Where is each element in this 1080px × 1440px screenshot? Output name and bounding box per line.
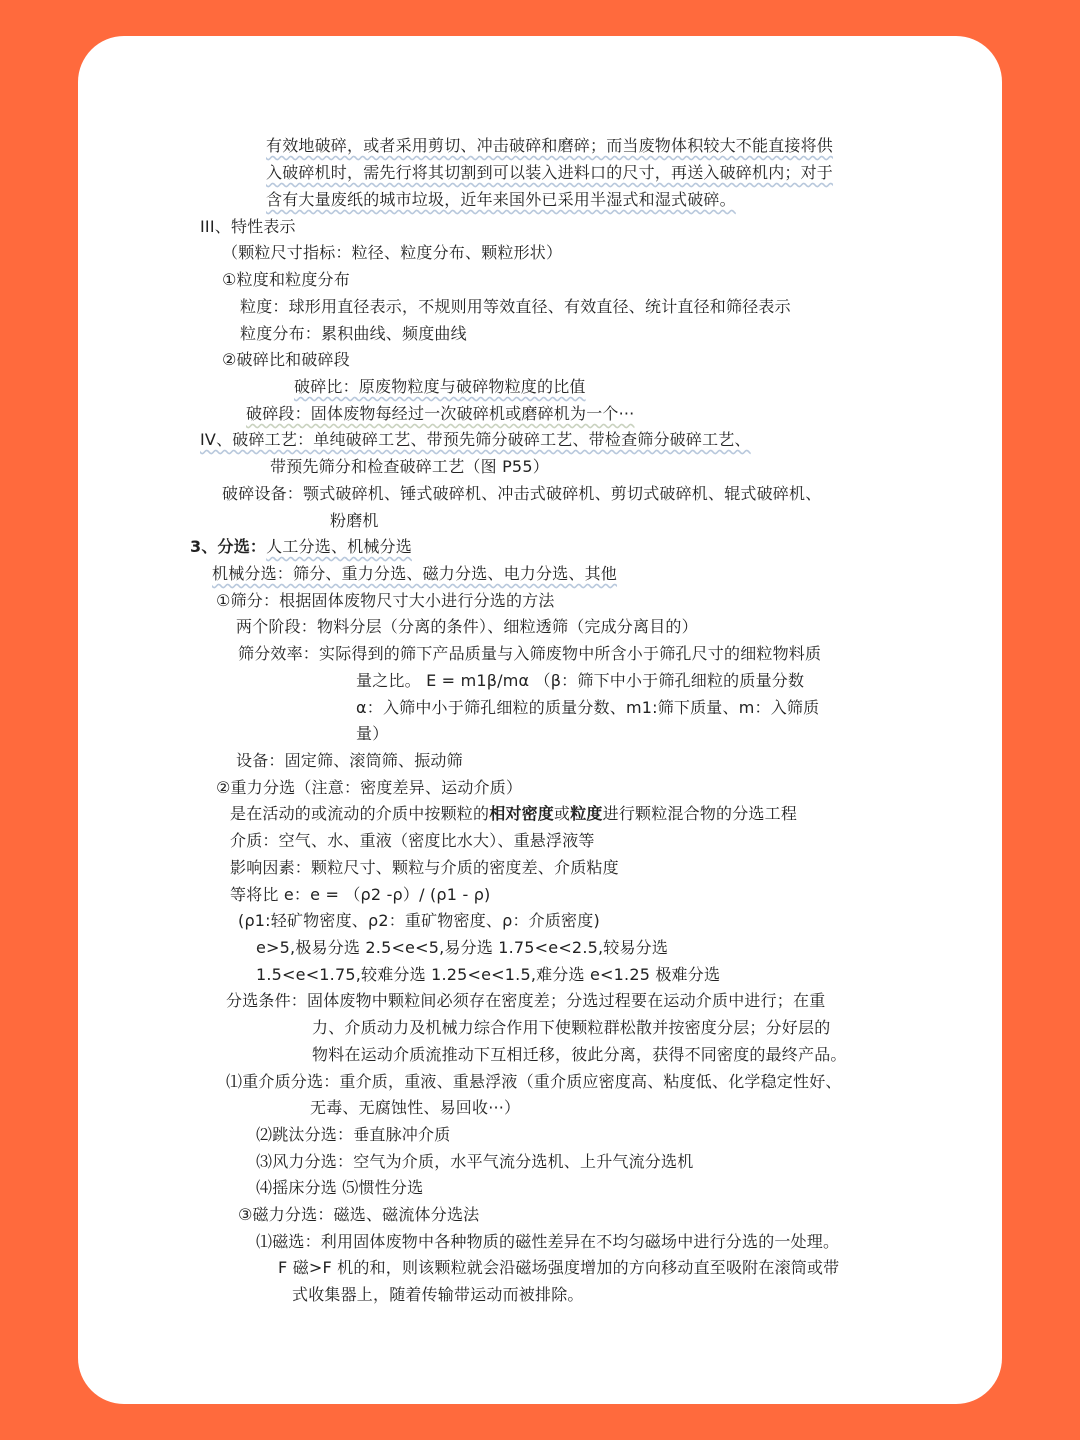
text-line: 两个阶段：物料分层（分离的条件）、细粒透筛（完成分离目的） bbox=[236, 617, 698, 636]
text-line: 等将比 e：e = （ρ2 -ρ）/ (ρ1 - ρ) bbox=[230, 885, 491, 904]
gravity-def-prefix: 是在活动的或流动的介质中按颗粒的 bbox=[230, 804, 490, 823]
text-line: 介质：空气、水、重液（密度比水大）、重悬浮液等 bbox=[230, 831, 595, 850]
text-line: ⑷摇床分选 ⑸惯性分选 bbox=[256, 1178, 424, 1197]
gravity-definition bbox=[230, 804, 797, 824]
text-line: 力、介质动力及机械力综合作用下使颗粒群松散并按密度分层；分好层的 bbox=[312, 1018, 831, 1037]
text-line: 式收集器上，随着传输带运动而被排除。 bbox=[292, 1285, 584, 1304]
text-line: ⑶风力分选：空气为介质，水平气流分选机、上升气流分选机 bbox=[256, 1152, 694, 1171]
text-line: （颗粒尺寸指标：粒径、粒度分布、颗粒形状） bbox=[222, 243, 563, 262]
text-line: 破碎比：原废物粒度与破碎物粒度的比值 bbox=[294, 377, 586, 396]
text-line: 含有大量废纸的城市垃圾，近年来国外已采用半湿式和湿式破碎。 bbox=[266, 190, 736, 209]
subheading: ②重力分选（注意：密度差异、运动介质） bbox=[216, 778, 523, 797]
subheading: ③磁力分选：磁选、磁流体分选法 bbox=[238, 1205, 480, 1224]
text-line: 粉磨机 bbox=[330, 511, 379, 530]
text-line: 粒度：球形用直径表示，不规则用等效直径、有效直径、统计直径和筛径表示 bbox=[240, 297, 791, 316]
section-3-text: 人工分选、机械分选 bbox=[266, 537, 412, 556]
gravity-def-bold2: 粒度 bbox=[570, 804, 603, 823]
text-line: 入破碎机时，需先行将其切割到可以装入进料口的尺寸，再送入破碎机内；对于 bbox=[266, 163, 834, 182]
text-line: 粒度分布：累积曲线、频度曲线 bbox=[240, 324, 467, 343]
text-line: 影响因素：颗粒尺寸、颗粒与介质的密度差、介质粘度 bbox=[230, 858, 619, 877]
subheading: ①筛分：根据固体废物尺寸大小进行分选的方法 bbox=[216, 591, 555, 610]
section-heading-IV: IV、破碎工艺：单纯破碎工艺、带预先筛分破碎工艺、带检查筛分破碎工艺、 bbox=[200, 430, 751, 449]
text-line: 机械分选：筛分、重力分选、磁力分选、电力分选、其他 bbox=[212, 564, 618, 583]
text-line: 筛分效率：实际得到的筛下产品质量与入筛废物中所含小于筛孔尺寸的细粒物料质 bbox=[238, 644, 822, 663]
text-line: 量） bbox=[356, 724, 389, 743]
text-line: 有效地破碎，或者采用剪切、冲击破碎和磨碎；而当废物体积较大不能直接将供 bbox=[266, 136, 834, 155]
text-line: ⑴磁选：利用固体废物中各种物质的磁性差异在不均匀磁场中进行分选的一处理。 bbox=[256, 1232, 840, 1251]
text-line: F 磁>F 机的和，则该颗粒就会沿磁场强度增加的方向移动直至吸附在滚筒或带 bbox=[278, 1258, 840, 1277]
text-line: 量之比。 E = m1β/mα （β：筛下中小于筛孔细粒的质量分数 bbox=[356, 671, 805, 690]
section-heading-3 bbox=[190, 537, 412, 557]
text-line: 分选条件：固体废物中颗粒间必须存在密度差；分选过程要在运动介质中进行；在重 bbox=[226, 991, 826, 1010]
text-line: 带预先筛分和检查破碎工艺（图 P55） bbox=[270, 457, 549, 476]
text-line: 1.5<e<1.75,较难分选 1.25<e<1.5,难分选 e<1.25 极难分选 bbox=[256, 965, 721, 984]
subheading: ①粒度和粒度分布 bbox=[222, 270, 350, 289]
gravity-def-mid: 或 bbox=[554, 804, 571, 823]
text-line: 设备：固定筛、滚筒筛、振动筛 bbox=[236, 751, 463, 770]
subheading: ②破碎比和破碎段 bbox=[222, 350, 350, 369]
text-line: (ρ1:轻矿物密度、ρ2：重矿物密度、ρ：介质密度) bbox=[238, 911, 600, 930]
gravity-def-suffix: 进行颗粒混合物的分选工程 bbox=[602, 804, 798, 823]
section-heading-III: III、特性表示 bbox=[200, 217, 296, 236]
section-3-title: 3、分选： bbox=[190, 537, 267, 556]
text-line: 破碎段：固体废物每经过一次破碎机或磨碎机为一个··· bbox=[246, 404, 635, 423]
text-line: ⑴重介质分选：重介质，重液、重悬浮液（重介质应密度高、粘度低、化学稳定性好、 bbox=[226, 1072, 842, 1091]
text-line: 物料在运动介质流推动下互相迁移，彼此分离，获得不同密度的最终产品。 bbox=[312, 1045, 847, 1064]
text-line: α：入筛中小于筛孔细粒的质量分数、m1:筛下质量、m：入筛质 bbox=[356, 698, 820, 717]
text-line: ⑵跳汰分选：垂直脉冲介质 bbox=[256, 1125, 451, 1144]
text-line: 无毒、无腐蚀性、易回收···） bbox=[310, 1098, 521, 1117]
text-line: e>5,极易分选 2.5<e<5,易分选 1.75<e<2.5,较易分选 bbox=[256, 938, 669, 957]
text-line: 破碎设备：颚式破碎机、锤式破碎机、冲击式破碎机、剪切式破碎机、辊式破碎机、 bbox=[222, 484, 822, 503]
gravity-def-bold1: 相对密度 bbox=[489, 804, 555, 823]
